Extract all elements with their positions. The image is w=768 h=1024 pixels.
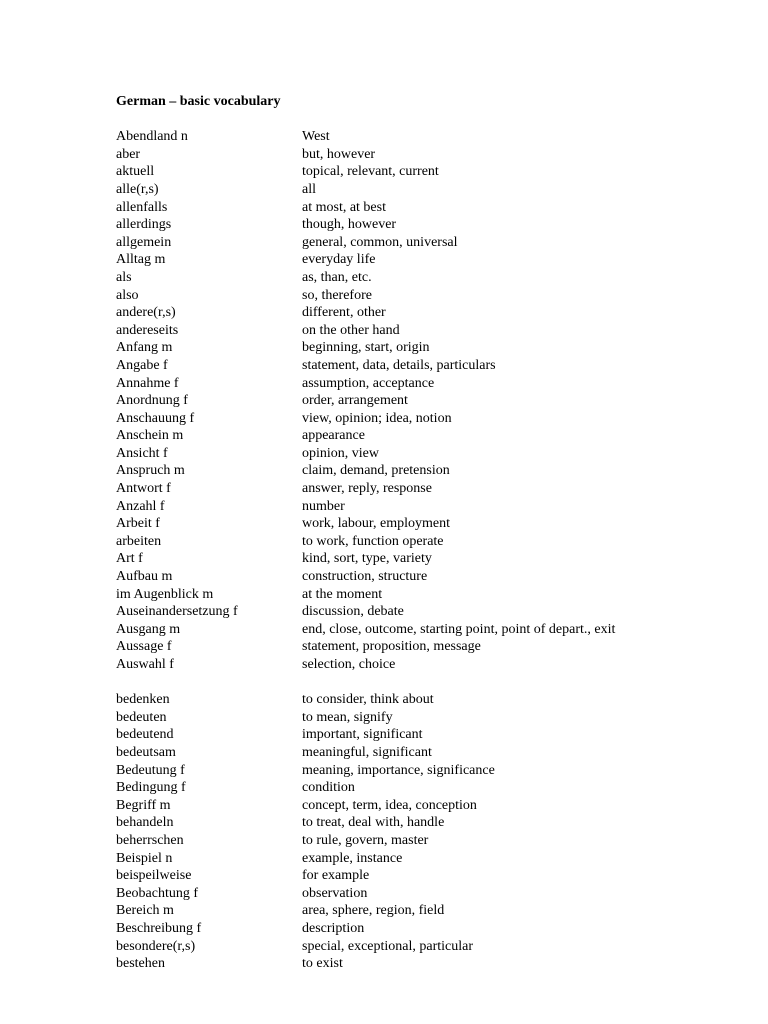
entry-meaning: condition — [302, 780, 355, 796]
vocabulary-section — [116, 691, 736, 973]
entry-term: bedeutsam — [116, 744, 176, 760]
entry-term: bestehen — [116, 956, 165, 972]
entry-term: als — [116, 269, 132, 285]
vocabulary-entry — [116, 445, 736, 463]
entry-meaning: meaning, importance, significance — [302, 762, 495, 778]
entry-term: Begriff m — [116, 797, 171, 813]
entry-term: andereseits — [116, 322, 179, 338]
document-page — [116, 93, 736, 973]
vocabulary-entry — [116, 216, 736, 234]
entry-term: allenfalls — [116, 199, 168, 215]
entry-term: andere(r,s) — [116, 305, 176, 321]
vocabulary-entry — [116, 814, 736, 832]
vocabulary-entry — [116, 779, 736, 797]
vocabulary-entry — [116, 850, 736, 868]
entry-meaning: important, significant — [302, 727, 423, 743]
vocabulary-entry — [116, 902, 736, 920]
vocabulary-entry — [116, 533, 736, 551]
vocabulary-entry — [116, 955, 736, 973]
entry-meaning: all — [302, 181, 316, 197]
vocabulary-entry — [116, 885, 736, 903]
vocabulary-list — [116, 128, 736, 973]
entry-term: Anfang m — [116, 340, 173, 356]
entry-term: Bedingung f — [116, 780, 186, 796]
entry-meaning: end, close, outcome, starting point, point of depart., exit — [302, 621, 616, 637]
vocabulary-entry — [116, 586, 736, 604]
entry-term: Auswahl f — [116, 657, 174, 672]
vocabulary-entry — [116, 357, 736, 375]
entry-term: Aufbau m — [116, 569, 173, 585]
entry-term: beherrschen — [116, 832, 184, 848]
entry-meaning: order, arrangement — [302, 393, 408, 409]
vocabulary-entry — [116, 480, 736, 498]
entry-term: Angabe f — [116, 357, 168, 373]
entry-term: Antwort f — [116, 481, 171, 497]
entry-term: Beobachtung f — [116, 885, 199, 901]
entry-meaning: as, than, etc. — [302, 269, 372, 285]
entry-term: bedenken — [116, 692, 170, 708]
vocabulary-entry — [116, 234, 736, 252]
entry-meaning: discussion, debate — [302, 604, 404, 620]
entry-term: im Augenblick m — [116, 586, 214, 602]
entry-term: Anspruch m — [116, 463, 185, 479]
entry-term: also — [116, 287, 139, 303]
document-title: German – basic vocabulary — [116, 94, 281, 109]
entry-meaning: kind, sort, type, variety — [302, 551, 432, 567]
vocabulary-entry — [116, 691, 736, 709]
entry-term: Alltag m — [116, 252, 166, 268]
vocabulary-entry — [116, 726, 736, 744]
entry-meaning: assumption, acceptance — [302, 375, 435, 391]
entry-meaning: appearance — [302, 428, 365, 444]
entry-term: Beispiel n — [116, 850, 173, 866]
entry-meaning: to treat, deal with, handle — [302, 815, 445, 831]
vocabulary-entry — [116, 498, 736, 516]
vocabulary-entry — [116, 762, 736, 780]
entry-meaning: statement, proposition, message — [302, 639, 481, 655]
vocabulary-entry — [116, 339, 736, 357]
entry-meaning: different, other — [302, 305, 386, 321]
section-spacer — [116, 674, 736, 692]
entry-meaning: topical, relevant, current — [302, 164, 439, 180]
entry-term: bedeutend — [116, 727, 174, 743]
entry-term: Auseinandersetzung f — [116, 604, 238, 620]
vocabulary-entry — [116, 603, 736, 621]
entry-term: beispeilweise — [116, 868, 192, 884]
entry-meaning: observation — [302, 885, 368, 901]
entry-meaning: number — [302, 498, 345, 514]
vocabulary-entry — [116, 515, 736, 533]
entry-term: bedeuten — [116, 709, 167, 725]
entry-meaning: meaningful, significant — [302, 744, 432, 760]
vocabulary-entry — [116, 550, 736, 568]
vocabulary-entry — [116, 920, 736, 938]
vocabulary-entry — [116, 656, 736, 674]
entry-term: Arbeit f — [116, 516, 160, 532]
entry-term: Anzahl f — [116, 498, 165, 514]
vocabulary-entry — [116, 181, 736, 199]
entry-meaning: to work, function operate — [302, 533, 444, 549]
entry-term: behandeln — [116, 815, 174, 831]
entry-meaning: to mean, signify — [302, 709, 393, 725]
vocabulary-entry — [116, 199, 736, 217]
vocabulary-entry — [116, 832, 736, 850]
vocabulary-entry — [116, 621, 736, 639]
entry-term: Annahme f — [116, 375, 179, 391]
vocabulary-entry — [116, 269, 736, 287]
entry-meaning: at most, at best — [302, 199, 386, 215]
entry-meaning: example, instance — [302, 850, 403, 866]
entry-meaning: but, however — [302, 146, 376, 162]
entry-term: allerdings — [116, 217, 172, 233]
vocabulary-entry — [116, 938, 736, 956]
vocabulary-entry — [116, 427, 736, 445]
entry-meaning: beginning, start, origin — [302, 340, 430, 356]
vocabulary-entry — [116, 462, 736, 480]
vocabulary-entry — [116, 568, 736, 586]
vocabulary-entry — [116, 251, 736, 269]
entry-meaning: concept, term, idea, conception — [302, 797, 477, 813]
entry-meaning: though, however — [302, 217, 397, 233]
vocabulary-entry — [116, 867, 736, 885]
entry-meaning: general, common, universal — [302, 234, 458, 250]
entry-meaning: view, opinion; idea, notion — [302, 410, 452, 426]
vocabulary-entry — [116, 375, 736, 393]
entry-term: Anschauung f — [116, 410, 195, 426]
entry-term: Anordnung f — [116, 393, 188, 409]
entry-term: alle(r,s) — [116, 181, 159, 197]
entry-meaning: on the other hand — [302, 322, 400, 338]
vocabulary-entry — [116, 638, 736, 656]
entry-term: Abendland n — [116, 129, 188, 145]
entry-meaning: to rule, govern, master — [302, 832, 429, 848]
entry-term: Anschein m — [116, 428, 184, 444]
entry-meaning: statement, data, details, particulars — [302, 357, 496, 373]
entry-term: Art f — [116, 551, 143, 567]
entry-term: Bedeutung f — [116, 762, 185, 778]
entry-meaning: construction, structure — [302, 569, 428, 585]
entry-meaning: work, labour, employment — [302, 516, 450, 532]
entry-meaning: description — [302, 920, 365, 936]
entry-meaning: West — [302, 129, 330, 145]
vocabulary-entry — [116, 709, 736, 727]
entry-meaning: claim, demand, pretension — [302, 463, 450, 479]
entry-term: Beschreibung f — [116, 920, 202, 936]
entry-term: Bereich m — [116, 903, 174, 919]
entry-meaning: so, therefore — [302, 287, 372, 303]
vocabulary-entry — [116, 797, 736, 815]
vocabulary-entry — [116, 146, 736, 164]
vocabulary-entry — [116, 128, 736, 146]
entry-meaning: for example — [302, 868, 370, 884]
entry-term: allgemein — [116, 234, 172, 250]
entry-term: Ausgang m — [116, 621, 181, 637]
entry-meaning: to consider, think about — [302, 692, 434, 708]
entry-meaning: selection, choice — [302, 657, 396, 672]
vocabulary-section — [116, 128, 736, 673]
entry-meaning: to exist — [302, 956, 343, 972]
vocabulary-entry — [116, 744, 736, 762]
vocabulary-entry — [116, 392, 736, 410]
entry-term: Aussage f — [116, 639, 172, 655]
entry-term: besondere(r,s) — [116, 938, 196, 954]
entry-term: arbeiten — [116, 533, 162, 549]
vocabulary-entry — [116, 410, 736, 428]
vocabulary-entry — [116, 322, 736, 340]
entry-meaning: everyday life — [302, 252, 376, 268]
vocabulary-entry — [116, 163, 736, 181]
entry-meaning: opinion, view — [302, 445, 379, 461]
vocabulary-entry — [116, 287, 736, 305]
entry-meaning: at the moment — [302, 586, 383, 602]
entry-term: aber — [116, 146, 141, 162]
entry-meaning: area, sphere, region, field — [302, 903, 445, 919]
entry-meaning: answer, reply, response — [302, 481, 432, 497]
vocabulary-entry — [116, 304, 736, 322]
entry-meaning: special, exceptional, particular — [302, 938, 474, 954]
entry-term: aktuell — [116, 164, 155, 180]
entry-term: Ansicht f — [116, 445, 168, 461]
